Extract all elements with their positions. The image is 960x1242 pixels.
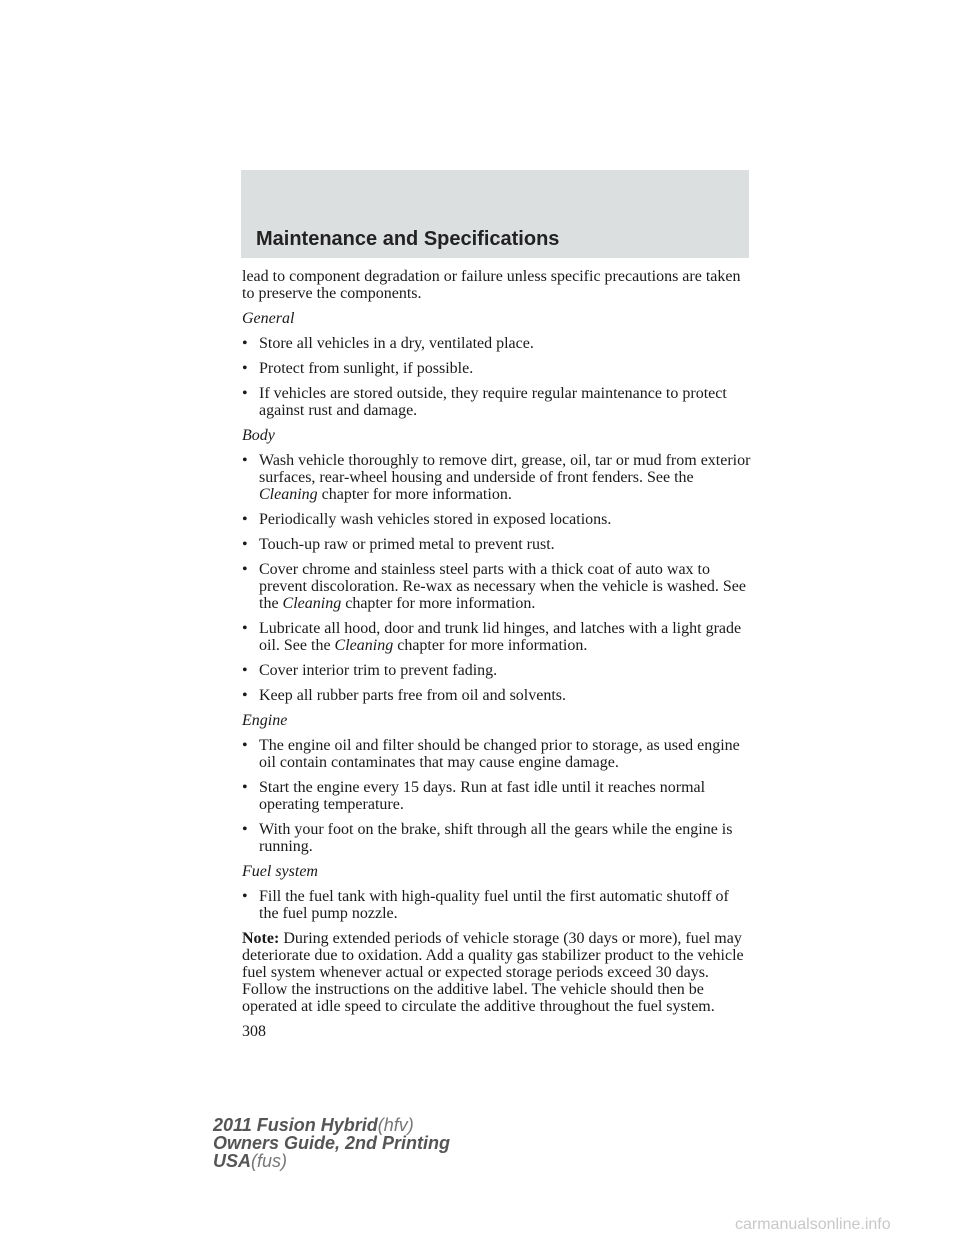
list-item: • Periodically wash vehicles stored in exposed locations. (242, 511, 612, 528)
footer-line-2: Owners Guide, 2nd Printing (213, 1133, 451, 1153)
watermark: carmanualsonline.info (735, 1216, 891, 1233)
bullet-icon: • (242, 662, 248, 679)
note-label: Note: (242, 930, 280, 947)
list-item: • Protect from sunlight, if possible. (242, 360, 474, 377)
cleaning-reference: Cleaning (282, 595, 342, 612)
list-item: • Start the engine every 15 days. Run at fast idle until it reaches normal operating temperature. (242, 779, 706, 813)
list-item: • Keep all rubber parts free from oil and solvents. (242, 687, 567, 704)
section-body-title: Body (242, 427, 275, 444)
document-footer (213, 1116, 450, 1170)
section-engine-title: Engine (242, 712, 288, 729)
bullet-icon: • (242, 452, 248, 469)
list-item: • Cover interior trim to prevent fading. (242, 662, 498, 679)
page-number: 308 (242, 1023, 266, 1040)
list-item: • Cover chrome and stainless steel parts with a thick coat of auto wax to prevent discoloration. Re-wax as necessary when the vehicle is washed. See the Cleaning chapter for more information. (242, 561, 746, 612)
list-item: • If vehicles are stored outside, they require regular maintenance to protect against rust and damage. (242, 385, 727, 419)
list-item: • With your foot on the brake, shift through all the gears while the engine is running. (242, 821, 733, 855)
bullet-icon: • (242, 335, 248, 352)
page-title: Maintenance and Specifications (256, 228, 560, 250)
list-item: • The engine oil and filter should be changed prior to storage, as used engine oil contain contaminates that may cause engine damage. (242, 737, 740, 771)
bullet-icon: • (242, 620, 248, 637)
bullet-icon: • (242, 536, 248, 553)
list-item: • Fill the fuel tank with high-quality fuel until the first automatic shutoff of the fuel pump nozzle. (242, 888, 729, 922)
cleaning-reference: Cleaning (334, 637, 394, 654)
bullet-icon: • (242, 687, 248, 704)
bullet-icon: • (242, 360, 248, 377)
list-item: • Touch-up raw or primed metal to prevent rust. (242, 536, 555, 553)
bullet-icon: • (242, 821, 248, 838)
footer-line-1: 2011 Fusion Hybrid(hfv) (213, 1115, 414, 1135)
bullet-icon: • (242, 385, 248, 402)
bullet-icon: • (242, 888, 248, 905)
bullet-icon: • (242, 779, 248, 796)
bullet-icon: • (242, 511, 248, 528)
list-item: • Wash vehicle thoroughly to remove dirt, grease, oil, tar or mud from exterior surfaces, rear-wheel housing and underside of front fenders. See the Cleaning chapter for more information. (242, 452, 751, 503)
footer-line-3: USA(fus) (213, 1151, 288, 1171)
content-body (242, 268, 752, 1040)
list-item: • Lubricate all hood, door and trunk lid hinges, and latches with a light grade oil. See the Cleaning chapter for more information. (242, 620, 742, 654)
section-general-title: General (242, 310, 295, 327)
section-fuel-title: Fuel system (242, 863, 318, 880)
cleaning-reference: Cleaning (259, 486, 318, 503)
note-paragraph: Note: During extended periods of vehicle storage (30 days or more), fuel may deteriorate due to oxidation. Add a quality gas stabilizer product to the vehicle fuel system whenever actual or expected storage periods exceed 30 days. Follow the instructions on the additive label. The vehicle should then be operated at idle speed to circulate the additive throughout the fuel system. (242, 930, 744, 1015)
intro-paragraph: lead to component degradation or failure unless specific precautions are taken to preserve the components. (242, 268, 741, 302)
bullet-icon: • (242, 561, 248, 578)
bullet-icon: • (242, 737, 248, 754)
list-item: • Store all vehicles in a dry, ventilated place. (242, 335, 534, 352)
